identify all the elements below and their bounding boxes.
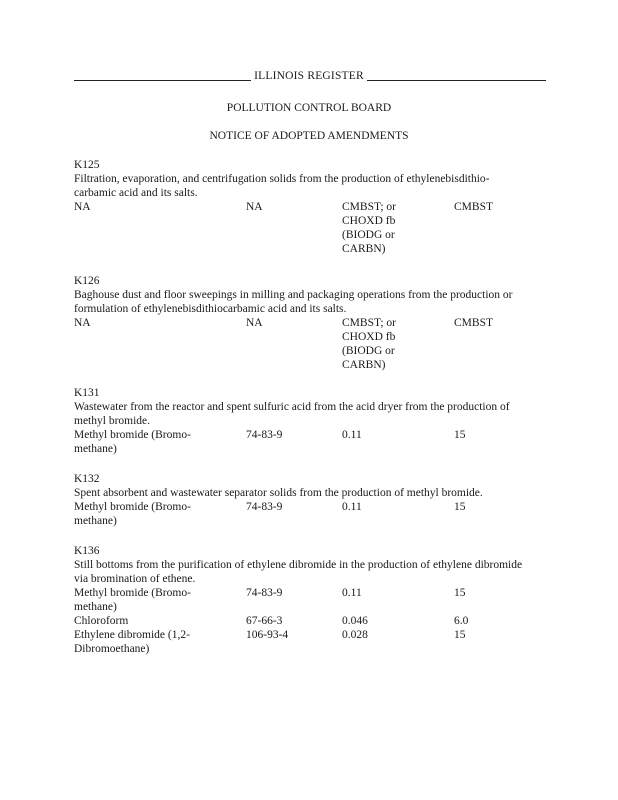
wastewater-cell: 0.11: [342, 429, 362, 441]
constituent-cell: Chloroform: [74, 615, 129, 627]
constituent-cell: NA: [74, 317, 91, 329]
waste-description-line: Still bottoms from the purification of ethylene dibromide in the production of ethylene dibromide: [74, 559, 523, 571]
waste-description-line: formulation of ethylenebisdithiocarbamic acid and its salts.: [74, 303, 347, 315]
nonwastewater-cell: 15: [454, 587, 466, 599]
constituent-cell: Ethylene dibromide (1,2-: [74, 629, 190, 641]
waste-description-line: Spent absorbent and wastewater separator solids from the production of methyl bromide.: [74, 487, 483, 499]
waste-section-k126: [74, 274, 554, 372]
wastewater-cell: 0.028: [342, 629, 368, 641]
cas-cell: 106-93-4: [246, 629, 289, 641]
constituent-cell: methane): [74, 601, 117, 613]
cas-cell: 74-83-9: [246, 429, 283, 441]
wastewater-cell: CMBST; or: [342, 317, 397, 329]
waste-code: K126: [74, 275, 100, 287]
table-row: [74, 316, 554, 372]
waste-description-line: Filtration, evaporation, and centrifugation solids from the production of ethylenebisdithio-: [74, 173, 490, 185]
nonwastewater-cell: CMBST: [454, 317, 493, 329]
waste-section-k125: [74, 158, 554, 256]
wastewater-cell: (BIODG or: [342, 345, 395, 357]
nonwastewater-cell: CMBST: [454, 201, 493, 213]
waste-code: K125: [74, 159, 100, 171]
waste-description-line: carbamic acid and its salts.: [74, 187, 198, 199]
notice-title: NOTICE OF ADOPTED AMENDMENTS: [209, 130, 409, 142]
constituent-cell: Dibromoethane): [74, 643, 150, 655]
constituent-cell: methane): [74, 443, 117, 455]
nonwastewater-cell: 15: [454, 429, 466, 441]
waste-description-line: methyl bromide.: [74, 415, 151, 427]
waste-code: K131: [74, 387, 100, 399]
cas-cell: 74-83-9: [246, 501, 283, 513]
wastewater-cell: 0.046: [342, 615, 368, 627]
waste-code: K132: [74, 473, 100, 485]
table-row: [74, 614, 554, 628]
table-row: [74, 628, 554, 656]
nonwastewater-cell: 6.0: [454, 615, 469, 627]
waste-section-k132: [74, 472, 554, 528]
register-title: [0, 70, 618, 82]
table-row: [74, 200, 554, 256]
wastewater-cell: CARBN): [342, 359, 386, 371]
waste-section-k136: [74, 544, 554, 656]
register-title-text: ILLINOIS REGISTER: [251, 70, 367, 82]
waste-code: K136: [74, 545, 100, 557]
cas-cell: 74-83-9: [246, 587, 283, 599]
wastewater-cell: CARBN): [342, 243, 386, 255]
cas-cell: 67-66-3: [246, 615, 283, 627]
wastewater-cell: CHOXD fb: [342, 215, 396, 227]
wastewater-cell: 0.11: [342, 587, 362, 599]
waste-description-line: Wastewater from the reactor and spent sulfuric acid from the acid dryer from the production of: [74, 401, 510, 413]
nonwastewater-cell: 15: [454, 501, 466, 513]
cas-cell: NA: [246, 201, 263, 213]
board-title: POLLUTION CONTROL BOARD: [226, 102, 392, 114]
constituent-cell: Methyl bromide (Bromo-: [74, 501, 191, 513]
constituent-cell: methane): [74, 515, 117, 527]
waste-description-line: via bromination of ethene.: [74, 573, 196, 585]
table-row: [74, 500, 554, 528]
constituent-cell: Methyl bromide (Bromo-: [74, 587, 191, 599]
waste-description-line: Baghouse dust and floor sweepings in milling and packaging operations from the production or: [74, 289, 513, 301]
wastewater-cell: 0.11: [342, 501, 362, 513]
constituent-cell: NA: [74, 201, 91, 213]
wastewater-cell: CMBST; or: [342, 201, 397, 213]
table-row: [74, 586, 554, 614]
waste-section-k131: [74, 386, 554, 456]
cas-cell: NA: [246, 317, 263, 329]
wastewater-cell: CHOXD fb: [342, 331, 396, 343]
nonwastewater-cell: 15: [454, 629, 466, 641]
constituent-cell: Methyl bromide (Bromo-: [74, 429, 191, 441]
wastewater-cell: (BIODG or: [342, 229, 395, 241]
table-row: [74, 428, 554, 456]
